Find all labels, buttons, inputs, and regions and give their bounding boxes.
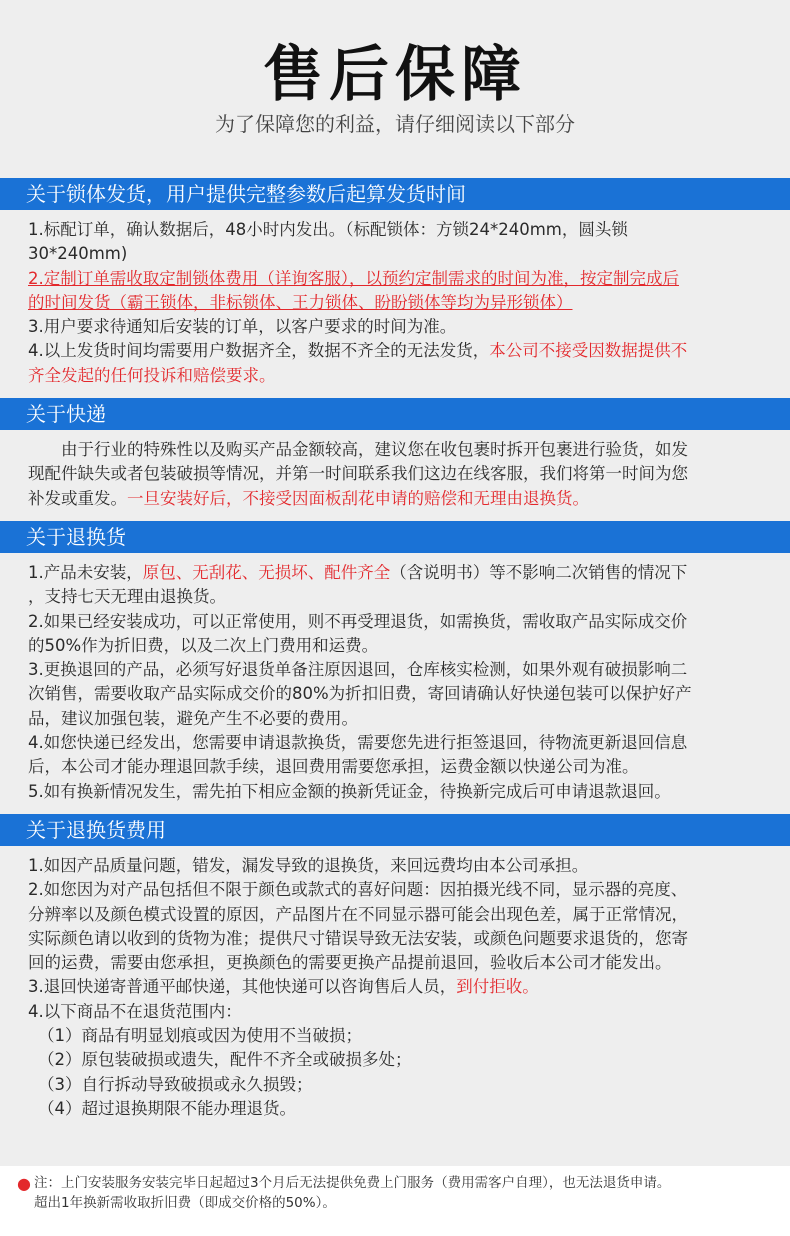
- section-heading-delivery: 关于快递: [0, 398, 790, 430]
- list-item: （4）超过退换期限不能办理退货。: [38, 1098, 296, 1118]
- text-line: 的50%作为折旧费，以及二次上门费用和运费。: [28, 635, 379, 655]
- text-line: 品，建议加强包装，避免产生不必要的费用。: [28, 708, 358, 728]
- warning-line: 齐全发起的任何投诉和赔偿要求。: [28, 365, 276, 385]
- text-line: 2.如果已经安装成功，可以正常使用，则不再受理退货，如需换货，需收取产品实际成交价: [28, 611, 688, 631]
- page-subtitle: 为了保障您的利益，请仔细阅读以下部分: [215, 112, 575, 136]
- text-line: ，支持七天无理由退换货。: [28, 587, 226, 607]
- section-heading-returns: 关于退换货: [0, 521, 790, 553]
- footer-line: 注：上门安装服务安装完毕日起超过3个月后无法提供免费上门服务（费用需客户自理），也无法退货申请。: [34, 1175, 671, 1191]
- page-header: [0, 0, 790, 178]
- text-line: 现配件缺失或者包装破损等情况，并第一时间联系我们这边在线客服，我们将第一时间为您: [28, 464, 688, 484]
- warning-line: 2.定制订单需收取定制锁体费用（详询客服），以预约定制需求的时间为准，按定制完成后: [28, 268, 679, 288]
- text-line: 5.如有换新情况发生，需先拍下相应金额的换新凭证金，待换新完成后可申请退款退回。: [28, 781, 671, 801]
- text-line: 1.如因产品质量问题，错发，漏发导致的退换货，来回远费均由本公司承担。: [28, 855, 589, 875]
- text-line: [28, 438, 764, 462]
- text-span: （含说明书）等不影响二次销售的情况下: [390, 562, 688, 582]
- warning-span: 到付拒收。: [456, 977, 539, 997]
- warning-span: 本公司不接受因数据提供不: [489, 341, 688, 361]
- text-span: 由于行业的特殊性以及购买产品金额较高，建议您在收包裹时拆开包裹进行验货，如发: [61, 440, 688, 460]
- section-return-fees: [0, 846, 790, 1131]
- section-heading-shipping: 关于锁体发货，用户提供完整参数后起算发货时间: [0, 178, 790, 210]
- text-line: 后，本公司才能办理退回款手续，退回费用需要您承担，运费金额以快递公司为准。: [28, 757, 639, 777]
- text-line: 分辨率以及颜色模式设置的原因，产品图片在不同显示器可能会出现色差，属于正常情况，: [28, 904, 688, 924]
- text-line: 1.标配订单，确认数据后，48小时内发出。（标配锁体：方锁24*240mm，圆头锁: [28, 220, 628, 239]
- text-line: 2.如您因为对产品包括但不限于颜色或款式的喜好问题：因拍摄光线不同，显示器的亮度、: [28, 880, 688, 900]
- text-line: [28, 339, 764, 363]
- footer-note: [0, 1166, 790, 1236]
- list-item: （2）原包装破损或遗失，配件不齐全或破损多处；: [38, 1050, 412, 1070]
- text-line: 4.如您快递已经发出，您需要申请退款换货，需要您先进行拒签退回，待物流更新退回信息: [28, 733, 688, 753]
- warning-span: 原包、无刮花、无损坏、配件齐全: [142, 562, 391, 582]
- text-line: 回的运费，需要由您承担，更换颜色的需要更换产品提前退回，验收后本公司才能发出。: [28, 953, 672, 973]
- text-line: 30*240mm): [28, 244, 128, 264]
- warning-span: 一旦安装好后，不接受因面板刮花申请的赔偿和无理由退换货。: [127, 488, 589, 508]
- text-line: 3.用户要求待通知后安装的订单，以客户要求的时间为准。: [28, 317, 457, 337]
- list-item: （3）自行拆动导致破损或永久损毁；: [38, 1074, 313, 1094]
- bullet-dot-icon: ●: [17, 1174, 31, 1193]
- section-returns: [0, 553, 790, 814]
- section-heading-return-fees: 关于退换货费用: [0, 814, 790, 846]
- page-title: 售后保障: [263, 40, 527, 110]
- footer-line: 超出1年换新需收取折旧费（即成交价格的50%）。: [34, 1195, 336, 1211]
- text-line: [28, 975, 764, 999]
- text-line: 次销售，需要收取产品实际成交价的80%为折扣旧费，寄回请确认好快递包装可以保护好产: [28, 684, 692, 704]
- text-line: 实际颜色请以收到的货物为准；提供尺寸错误导致无法安装，或颜色问题要求退货的，您寄: [28, 928, 688, 948]
- text-line: [28, 487, 764, 511]
- text-span: 3.退回快递寄普通平邮快递，其他快递可以咨询售后人员，: [28, 977, 457, 997]
- section-delivery: [0, 430, 790, 521]
- list-item: （1）商品有明显划痕或因为使用不当破损；: [38, 1026, 362, 1046]
- text-line: [28, 561, 764, 585]
- text-span: 1.产品未安装，: [28, 562, 143, 582]
- text-span: 4.以上发货时间均需要用户数据齐全，数据不齐全的无法发货，: [28, 341, 490, 361]
- footer-text: [34, 1173, 782, 1213]
- warning-line: 的时间发货（霸王锁体，非标锁体、王力锁体、盼盼锁体等均为异形锁体）: [28, 292, 573, 312]
- section-shipping: [0, 210, 790, 398]
- text-line: 3.更换退回的产品，必须写好退货单备注原因退回，仓库核实检测，如果外观有破损影响二: [28, 660, 688, 680]
- text-span: 补发或重发。: [28, 488, 127, 508]
- text-line: 4.以下商品不在退货范围内：: [28, 1001, 242, 1021]
